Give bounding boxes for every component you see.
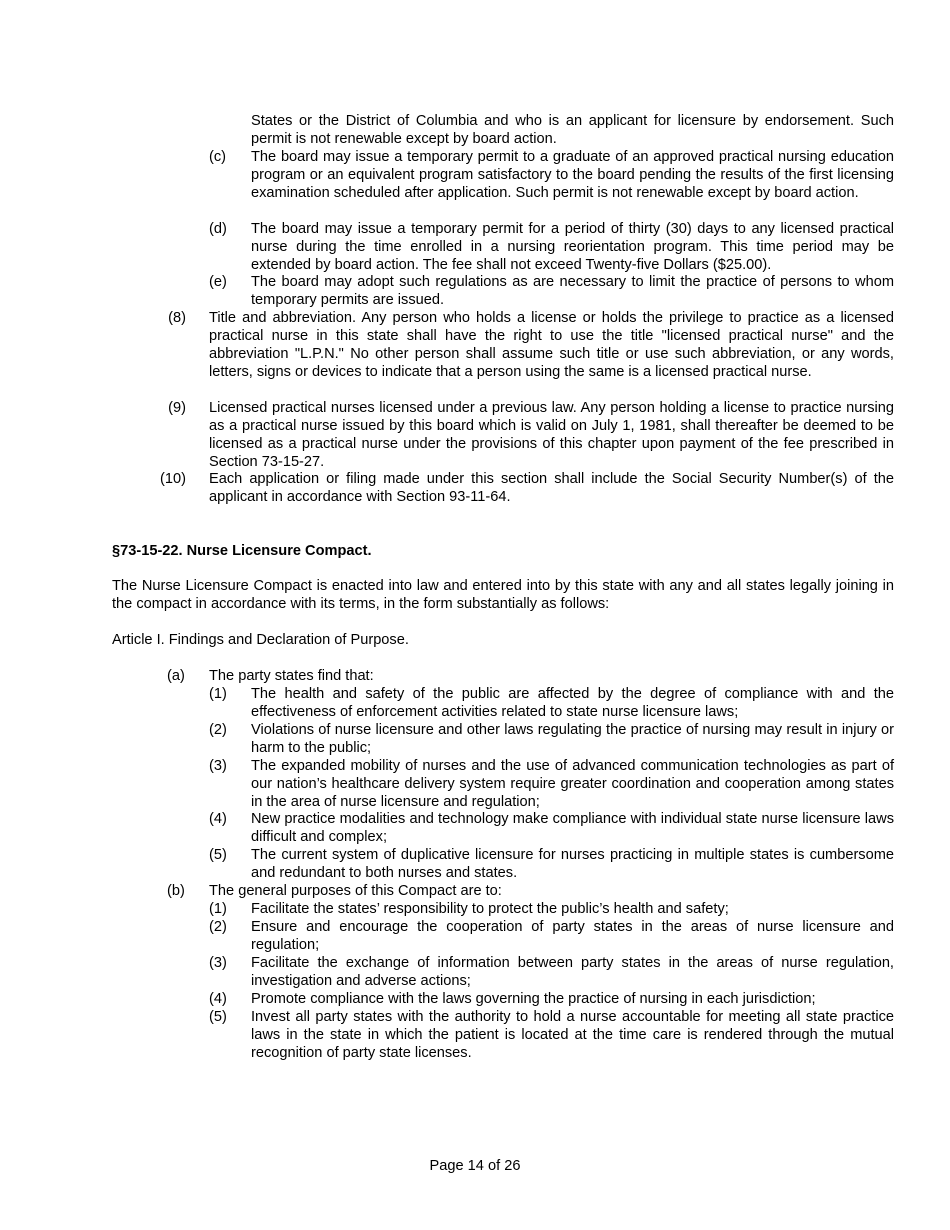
list-marker: (c) xyxy=(209,149,227,165)
sub-item-text: The board may issue a temporary permit to a graduate of an approved practical nursing education program or an equivalent program satisfactory to the board pending the results of the first licensing examination scheduled after application. Such permit is not renewable except by board action. xyxy=(251,149,894,201)
list-marker: (10) xyxy=(160,471,186,487)
sub-item-text: The board may adopt such regulations as are necessary to limit the practice of persons to whom temporary permits are issued. xyxy=(251,274,894,308)
list-item-text: Invest all party states with the authority to hold a nurse accountable for meeting all state practice laws in the state in which the patient is located at the time care is rendered through the mutual recognition of party state licenses. xyxy=(251,1009,894,1061)
list-item-text: The current system of duplicative licensure for nurses practicing in multiple states is cumbersome and redundant to both nurses and states. xyxy=(251,847,894,881)
list-marker: (1) xyxy=(209,901,227,917)
list-marker: (e) xyxy=(209,274,227,290)
list-marker: (4) xyxy=(209,811,227,827)
list-item-text: New practice modalities and technology make compliance with individual state nurse licensure laws difficult and complex; xyxy=(251,811,894,845)
list-marker: (5) xyxy=(209,847,227,863)
list-item-text: The expanded mobility of nurses and the use of advanced communication technologies as part of our nation’s healthcare delivery system require greater coordination and cooperation among states in the area of nurse licensure and regulation; xyxy=(251,758,894,810)
list-marker: (a) xyxy=(167,668,185,684)
article-heading: Article I. Findings and Declaration of Purpose. xyxy=(112,632,409,648)
list-marker: (1) xyxy=(209,686,227,702)
list-item-text: The health and safety of the public are affected by the degree of compliance with and the effectiveness of enforcement activities related to state nurse licensure laws; xyxy=(251,686,894,720)
numbered-item-text: Title and abbreviation. Any person who holds a license or holds the privilege to practice as a licensed practical nurse in this state shall have the right to use the title "licensed practical nurse" and the abbreviation "L.P.N." No other person shall assume such title or use such abbreviation, or any words, letters, signs or devices to indicate that a person using the same is a licensed practical nurse. xyxy=(209,310,894,380)
list-marker: (2) xyxy=(209,919,227,935)
list-marker: (b) xyxy=(167,883,185,899)
list-marker: (2) xyxy=(209,722,227,738)
page-number-footer: Page 14 of 26 xyxy=(429,1158,521,1174)
list-marker: (3) xyxy=(209,955,227,971)
sub-item-text: The board may issue a temporary permit for a period of thirty (30) days to any licensed practical nurse during the time enrolled in a nursing reorientation program. This time period may be extended by board action. The fee shall not exceed Twenty-five Dollars ($25.00). xyxy=(251,221,894,273)
list-marker: (5) xyxy=(209,1009,227,1025)
list-item-text: Facilitate the states’ responsibility to protect the public’s health and safety; xyxy=(251,901,729,917)
list-item-text: Ensure and encourage the cooperation of party states in the areas of nurse licensure and regulation; xyxy=(251,919,894,953)
intro-paragraph: The Nurse Licensure Compact is enacted into law and entered into by this state with any and all states legally joining in the compact in accordance with its terms, in the form substantially as follows: xyxy=(112,578,894,612)
list-marker: (9) xyxy=(168,400,186,416)
list-marker: (3) xyxy=(209,758,227,774)
numbered-item-text: Each application or filing made under this section shall include the Social Security Number(s) of the applicant in accordance with Section 93-11-64. xyxy=(209,471,894,505)
numbered-item-text: Licensed practical nurses licensed under a previous law. Any person holding a license to practice nursing as a practical nurse issued by this board which is valid on July 1, 1981, shall thereafter be deemed to be licensed as a practical nurse under the provisions of this chapter upon payment of the fee prescribed in Section 73-15-27. xyxy=(209,400,894,470)
list-marker: (4) xyxy=(209,991,227,1007)
list-marker: (d) xyxy=(209,221,227,237)
part-a-label: The party states find that: xyxy=(209,668,374,684)
list-item-text: Facilitate the exchange of information between party states in the areas of nurse regulation, investigation and adverse actions; xyxy=(251,955,894,989)
list-item-text: Violations of nurse licensure and other laws regulating the practice of nursing may result in injury or harm to the public; xyxy=(251,722,894,756)
list-item-text: Promote compliance with the laws governing the practice of nursing in each jurisdiction; xyxy=(251,991,816,1007)
section-heading: §73-15-22. Nurse Licensure Compact. xyxy=(112,543,372,559)
part-b-label: The general purposes of this Compact are to: xyxy=(209,883,502,899)
continuation-paragraph: States or the District of Columbia and who is an applicant for licensure by endorsement. Such permit is not renewable except by board action. xyxy=(251,113,894,147)
list-marker: (8) xyxy=(168,310,186,326)
